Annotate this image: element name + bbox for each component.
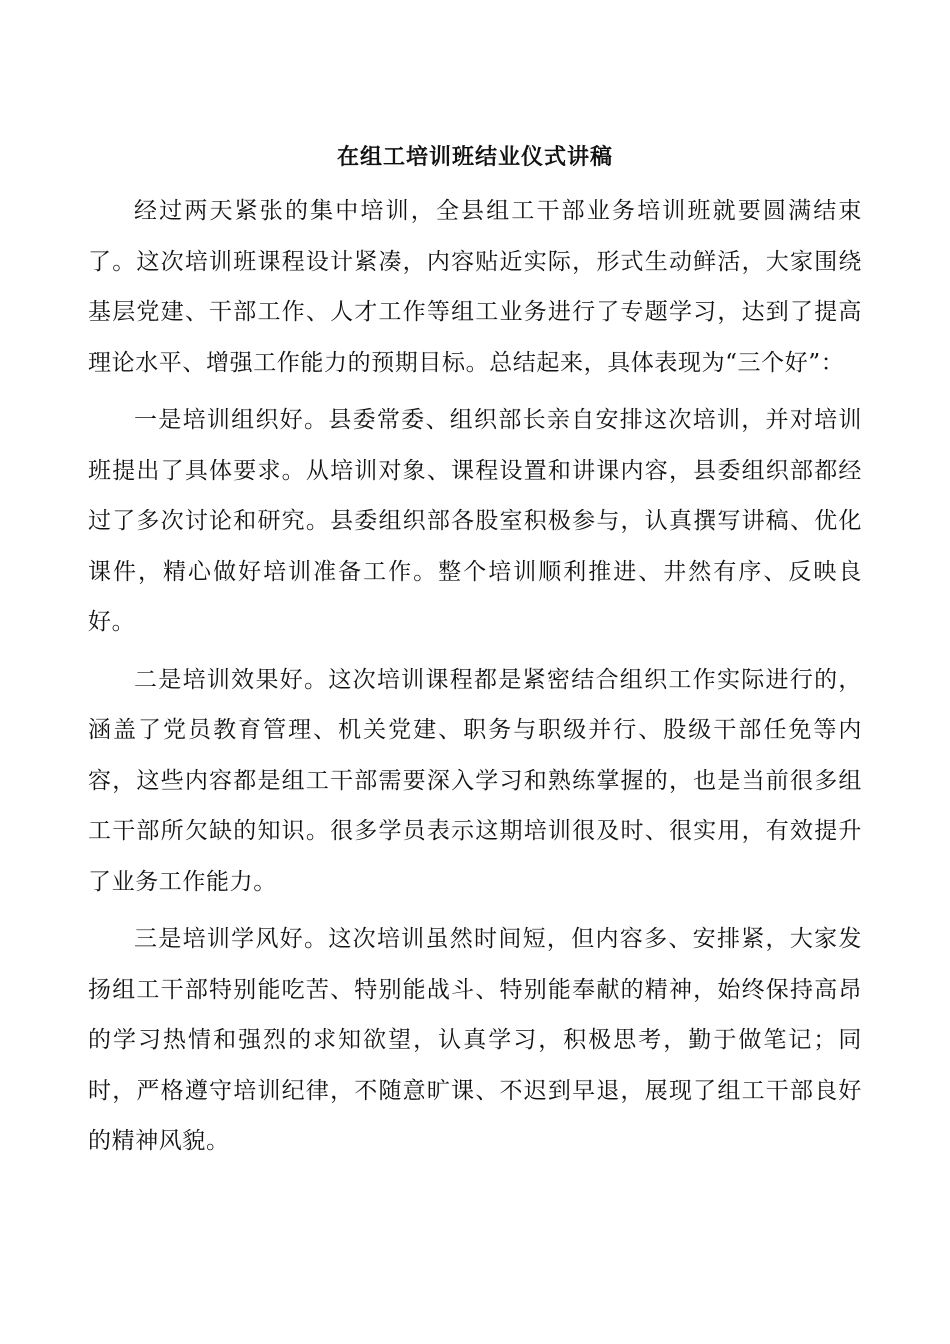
paragraph-study-style: 三是培训学风好。这次培训虽然时间短，但内容多、安排紧，大家发扬组工干部特别能吃苦、特别能战斗、特别能奉献的精神，始终保持高昂的学习热情和强烈的求知欲望，认真学习，积极思考，勤于做笔记；同时，严格遵守培训纪律，不随意旷课、不迟到早退，展现了组工干部良好的精神风貌。 (88, 926, 862, 1154)
paragraph-organization: 一是培训组织好。县委常委、组织部长亲自安排这次培训，并对培训班提出了具体要求。从培训对象、课程设置和讲课内容，县委组织部都经过了多次讨论和研究。县委组织部各股室积极参与，认真撰写讲稿、优化课件，精心做好培训准备工作。整个培训顺利推进、井然有序、反映良好。 (88, 407, 862, 635)
paragraph-intro: 经过两天紧张的集中培训，全县组工干部业务培训班就要圆满结束了。这次培训班课程设计紧凑，内容贴近实际，形式生动鲜活，大家围绕基层党建、干部工作、人才工作等组工业务进行了专题学习，达到了提高理论水平、增强工作能力的预期目标。总结起来，具体表现为“三个好”： (88, 198, 862, 376)
paragraph-effect: 二是培训效果好。这次培训课程都是紧密结合组织工作实际进行的，涵盖了党员教育管理、机关党建、职务与职级并行、股级干部任免等内容，这些内容都是组工干部需要深入学习和熟练掌握的，也是当前很多组工干部所欠缺的知识。很多学员表示这期培训很及时、很实用，有效提升了业务工作能力。 (88, 666, 862, 895)
document-body (88, 186, 862, 1167)
document-title: 在组工培训班结业仪式讲稿 (336, 144, 613, 170)
